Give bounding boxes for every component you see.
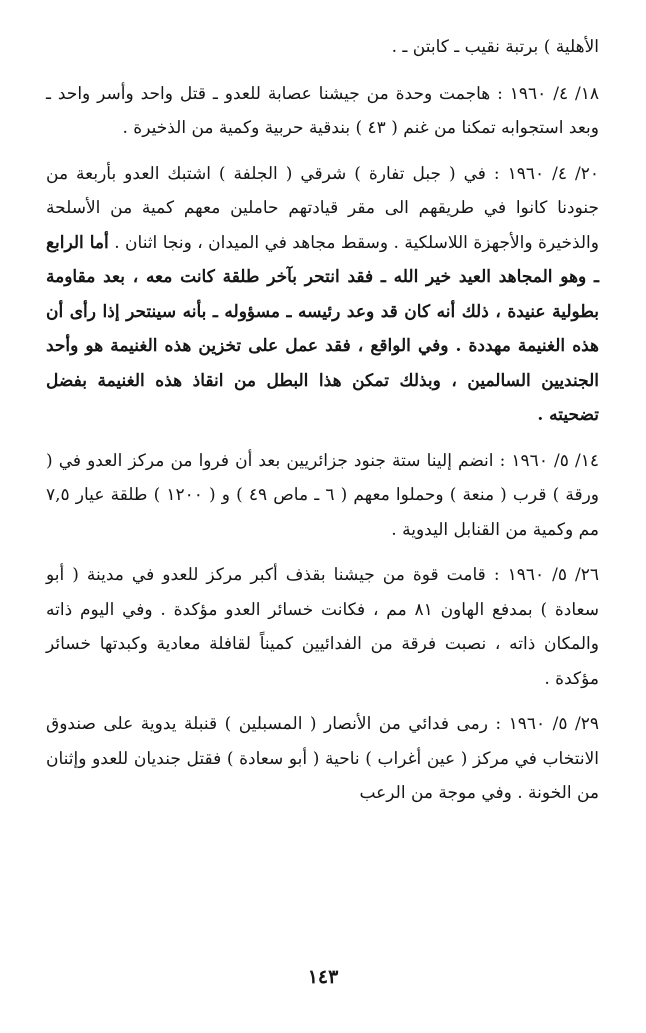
paragraph-text: رمى فدائي من الأنصار ( المسبلين ) قنبلة يدوية على صندوق الانتخاب في مركز ( عين أغراب ) ناحية ( أبو سعادة ) فقتل جنديان للعدو وإثنان من الخونة . وفي موجة من الرعب xyxy=(46,714,599,803)
entry-date: ١٤/ ٥/ ١٩٦٠ : xyxy=(499,450,599,471)
entry-date: ٢٩/ ٥/ ١٩٦٠ : xyxy=(495,714,600,734)
paragraph-text: انضم إلينا ستة جنود جزائريين بعد أن فروا من مركز العدو في ( ورقة ) قرب ( منعة ) وحملوا معهم ( ٦ ـ ماص ٤٩ ) و ( ١٢٠٠ ) طلقة عيار ٧,٥ مم وكمية من القنابل اليدوية . xyxy=(46,450,599,540)
page-body xyxy=(46,30,599,990)
paragraph-entry-26-5-1960 xyxy=(46,558,599,696)
entry-date: ٢٦/ ٥/ ١٩٦٠ : xyxy=(493,565,599,585)
paragraph-text: في ( جبل تفارة ) شرقي ( الجلفة ) اشتبك العدو بأربعة من جنودنا كانوا في طريقهم الى مقر قيادتهم حاملين معهم كمية من الأسلحة والذخيرة والأجهزة اللاسلكية . وسقط مجاهد في الميدان ، ونجا اثنان . xyxy=(46,163,599,253)
paragraph-entry-29-5-1960 xyxy=(46,707,599,811)
paragraph-text: قامت قوة من جيشنا بقذف أكبر مركز للعدو في مدينة ( أبو سعادة ) بمدفع الهاون ٨١ مم ، فكانت خسائر العدو مؤكدة . وفي اليوم ذاته والمكان ذاته ، نصبت فرقة من الفدائيين كميناً لقافلة معادية وكبدتها خسائر مؤكدة . xyxy=(46,565,599,689)
paragraph-entry-14-5-1960 xyxy=(46,444,599,548)
paragraph-text: الأهلية ) برتبة نقيب ـ كابتن ـ . xyxy=(391,37,599,57)
paragraph-bold-text: أما الرابع ـ وهو المجاهد العيد خير الله ـ فقد انتحر بآخر طلقة كانت معه ، بعد مقاومة بطولية عنيدة ، ذلك أنه كان قد وعد رئيسه ـ مسؤوله ـ بأنه سينتحر إذا رأى أن هذه الغنيمة مهددة . وفي الواقع ، فقد عمل على تخزين هذه الغنيمة هو وأحد الجنديين السالمين ، وبذلك تمكن هذا البطل من انقاذ هذه الغنيمة بفضل تضحيته . xyxy=(46,232,599,425)
paragraph-text: هاجمت وحدة من جيشنا عصابة للعدو ـ قتل واحد وأسر واحد ـ وبعد استجوابه تمكنا من غنم ( ٤٣ ) بندقية حربية وكمية من الذخيرة . xyxy=(46,83,599,138)
entry-date: ٢٠/ ٤/ ١٩٦٠ : xyxy=(493,163,599,184)
paragraph-entry-18-4-1960 xyxy=(46,77,599,146)
paragraph-entry-20-4-1960 xyxy=(46,157,599,433)
page-number: ١٤٣ xyxy=(307,966,339,988)
entry-date: ١٨/ ٤/ ١٩٦٠ : xyxy=(497,83,599,104)
paragraph-continuation xyxy=(46,30,599,65)
